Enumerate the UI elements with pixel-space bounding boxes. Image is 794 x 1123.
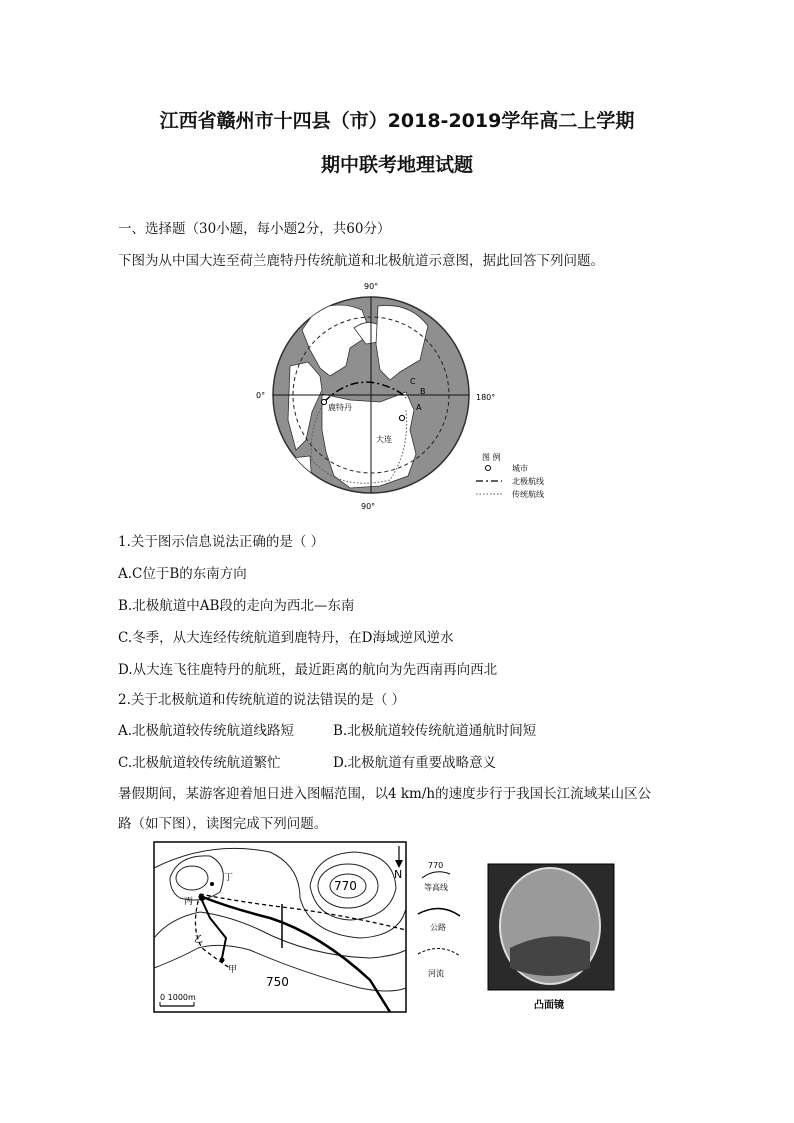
mirror-caption: 凸面镜 (534, 1000, 564, 1011)
city-rotterdam-marker (321, 399, 326, 404)
point-bing-label: 丙 (184, 897, 194, 907)
q2-stem: 2.关于北极航道和传统航道的说法错误的是（ ） (118, 692, 406, 708)
legend-contour-value: 770 (428, 861, 444, 870)
scale-label: 0 1000m (160, 993, 196, 1002)
legend-title: 图 例 (482, 453, 501, 462)
intro-paragraph-1: 下图为从中国大连至荷兰鹿特丹传统航道和北极航道示意图，据此回答下列问题。 (118, 253, 604, 269)
point-bing-marker (199, 895, 205, 901)
contour-750-label: 750 (266, 975, 289, 989)
point-c-label: C (410, 377, 416, 386)
city-rotterdam-label: 鹿特丹 (328, 403, 352, 412)
q1-option-b: B.北极航道中AB段的走向为西北—东南 (118, 598, 355, 614)
north-label: N (394, 868, 403, 881)
legend-contour-label: 等高线 (424, 883, 448, 892)
q1-option-a: A.C位于B的东南方向 (118, 566, 247, 582)
legend-arctic-label: 北极航线 (512, 477, 544, 486)
legend-contour-icon (422, 872, 450, 878)
point-jia-marker (220, 958, 225, 963)
legend-river-label: 河流 (428, 969, 444, 978)
point-a-label: A (416, 403, 422, 412)
contour-map (150, 838, 620, 1016)
q2-option-b: B.北极航道较传统航道通航时间短 (333, 723, 537, 739)
point-yi-label: 乙 (194, 935, 204, 945)
legend-city-label: 城市 (512, 464, 528, 473)
city-dalian-label: 大连 (376, 435, 392, 444)
lat-bottom-label: 90° (361, 502, 376, 511)
point-jia-label: 甲 (228, 965, 238, 975)
intro-paragraph-2-line-1: 暑假期间，某游客迎着旭日进入图幅范围，以4 km/h的速度步行于我国长江流域某山区公 (118, 786, 652, 802)
q2-option-d: D.北极航道有重要战略意义 (333, 755, 497, 771)
q2-option-a: A.北极航道较传统航道线路短 (118, 723, 295, 739)
title-line-2: 期中联考地理试题 (320, 154, 473, 176)
legend-road-label: 公路 (430, 923, 446, 932)
title-line-1: 江西省赣州市十四县（市）2018-2019学年高二上学期 (159, 110, 635, 132)
point-ding-label: 丁 (224, 873, 234, 883)
section-heading: 一、选择题（30小题，每小题2分，共60分） (118, 221, 391, 237)
q2-option-c: C.北极航道较传统航道繁忙 (118, 755, 281, 771)
q1-stem: 1.关于图示信息说法正确的是（ ） (118, 534, 325, 550)
legend-traditional-label: 传统航线 (512, 490, 544, 499)
land-africa (292, 456, 312, 488)
lon-right-label: 180° (476, 393, 496, 402)
polar-route-map (250, 280, 560, 512)
intro-paragraph-2-line-2: 路（如下图），读图完成下列问题。 (118, 816, 328, 832)
q1-option-c: C.冬季，从大连经传统航道到鹿特丹，在D海域逆风逆水 (118, 630, 454, 646)
legend-road-icon (418, 908, 460, 916)
lat-top-label: 90° (364, 282, 379, 291)
city-dalian-marker (399, 415, 404, 420)
map1-legend (476, 452, 544, 499)
point-ding-marker (210, 882, 214, 886)
point-b-label: B (420, 387, 426, 396)
lon-left-label: 0° (256, 391, 266, 400)
legend-city-icon (486, 466, 491, 471)
legend-river-icon (418, 948, 460, 956)
q1-option-d: D.从大连飞往鹿特丹的航班，最近距离的航向为先西南再向西北 (118, 662, 498, 678)
contour-770-label: 770 (334, 879, 357, 893)
